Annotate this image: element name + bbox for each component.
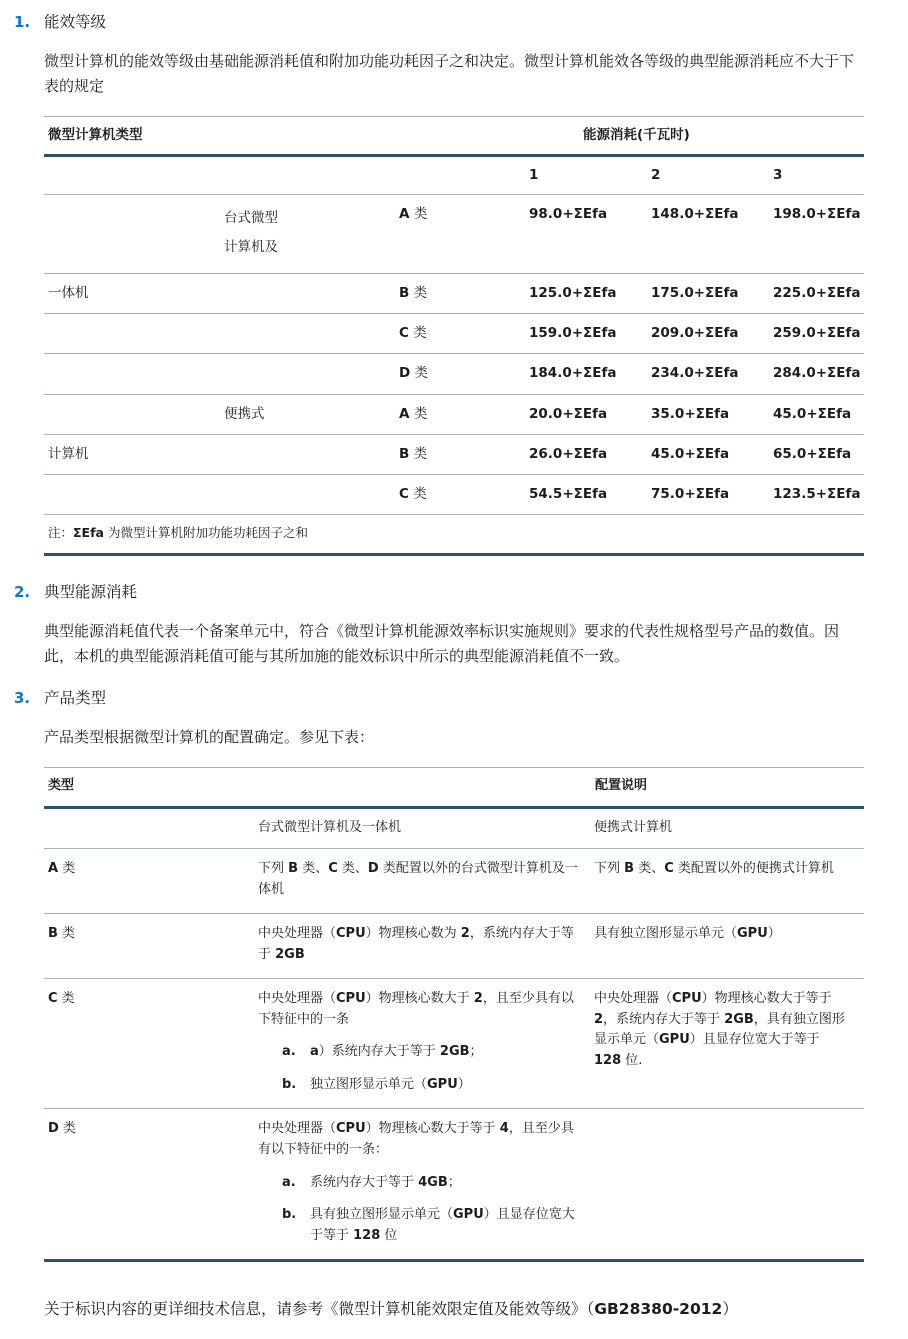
empty-cell	[44, 156, 224, 194]
section-title-product-type: 产品类型	[44, 689, 107, 708]
list-marker: b.	[282, 1207, 297, 1223]
cell-device-group	[44, 475, 224, 515]
cell-grade2-value: 35.0+ΣEfa	[651, 394, 773, 434]
cell-grade1-value: 125.0+ΣEfa	[529, 273, 651, 313]
section-paragraph-energy-grade: 微型计算机的能效等级由基础能源消耗值和附加功能功耗因子之和决定。微型计算机能效各等级的典型能源消耗应不大于下表的规定	[44, 51, 855, 95]
header-type: 类型	[44, 768, 258, 808]
cell-device-group	[44, 354, 224, 394]
section-product-type-body	[44, 688, 864, 1262]
cell-portable-config: 具有独立图形显示单元（GPU）	[594, 914, 864, 979]
cell-type: D 类	[48, 1121, 76, 1137]
cell-device-type: 便携式	[224, 394, 399, 434]
table-row	[44, 314, 864, 354]
product-type-table	[44, 767, 864, 1262]
cell-type: C 类	[44, 979, 258, 1109]
cell-class: C 类	[399, 314, 529, 354]
list-number-2: 2.	[14, 583, 31, 602]
section-paragraph-typical-energy: 典型能源消耗值代表一个备案单元中，符合《微型计算机能源效率标识实施规则》要求的代表性规格型号产品的数值。因此，本机的典型能源消耗值可能与其所加施的能效标识中所示的典型能源消耗值不一致。	[44, 621, 840, 666]
table-header-row	[44, 768, 864, 808]
cell-desktop-config: 中央处理器（CPU）物理核心数为 2，系统内存大于等于 2GB	[258, 914, 594, 979]
table-row	[44, 1109, 864, 1261]
cell-grade2-value: 209.0+ΣEfa	[651, 314, 773, 354]
cell-grade3-value: 198.0+ΣEfa	[773, 194, 864, 273]
empty-cell	[44, 807, 258, 849]
cell-device-type	[224, 314, 399, 354]
cell-class: C 类	[399, 475, 529, 515]
cell-class: A 类	[399, 194, 529, 273]
cell-grade1-value: 20.0+ΣEfa	[529, 394, 651, 434]
section-energy-grade-body	[44, 12, 864, 556]
cell-type: B 类	[44, 914, 258, 979]
table-note-row	[44, 515, 864, 555]
table-row	[44, 354, 864, 394]
cell-portable-config: 中央处理器（CPU）物理核心数大于等于 2，系统内存大于等于 2GB，具有独立图形显示单元（GPU）且显存位宽大于等于 128 位.	[594, 979, 864, 1109]
list-marker: a.	[282, 1174, 296, 1190]
cell-grade3-value: 65.0+ΣEfa	[773, 434, 864, 474]
table-row	[44, 914, 864, 979]
cell-grade1-value: 184.0+ΣEfa	[529, 354, 651, 394]
cell-grade1-value: 159.0+ΣEfa	[529, 314, 651, 354]
cell-type: A 类	[44, 849, 258, 914]
cell-desktop-config	[258, 1109, 594, 1261]
empty-cell	[224, 156, 399, 194]
list-marker: b.	[282, 1076, 297, 1092]
cell-class: B 类	[399, 434, 529, 474]
empty-cell	[399, 156, 529, 194]
cell-portable-config	[594, 1109, 864, 1261]
cell-portable-config: 下列 B 类、C 类配置以外的便携式计算机	[594, 849, 864, 914]
cell-grade2-value: 234.0+ΣEfa	[651, 354, 773, 394]
cell-grade1-value: 54.5+ΣEfa	[529, 475, 651, 515]
grade-col-1: 1	[529, 156, 651, 194]
cell-device-type	[224, 475, 399, 515]
grade-col-2: 2	[651, 156, 773, 194]
list-item	[258, 1205, 580, 1246]
subheader-portable: 便携式计算机	[594, 807, 864, 849]
section-title-energy-grade: 能效等级	[44, 13, 107, 31]
cell-grade3-value: 284.0+ΣEfa	[773, 354, 864, 394]
table-note: 注：ΣEfa 为微型计算机附加功能功耗因子之和	[48, 525, 308, 541]
header-configuration: 配置说明	[258, 768, 864, 808]
cell-class: B 类	[399, 273, 529, 313]
cell-device-group	[44, 194, 224, 273]
energy-consumption-table	[44, 116, 864, 556]
footer-reference-text: 关于标识内容的更详细技术信息，请参考《微型计算机能效限定值及能效等级》（GB28380-2012）	[44, 1300, 738, 1319]
list-item	[258, 1075, 580, 1096]
cell-grade3-value: 123.5+ΣEfa	[773, 475, 864, 515]
cell-device-group	[44, 314, 224, 354]
config-intro: 中央处理器（CPU）物理核心数大于等于 4，且至少具有以下特征中的一条：	[258, 1121, 574, 1157]
table-row	[44, 849, 864, 914]
table-row	[44, 475, 864, 515]
list-text: a）系统内存大于等于 2GB；	[310, 1044, 483, 1060]
list-text: 系统内存大于等于 4GB；	[310, 1174, 461, 1190]
cell-class: A 类	[399, 394, 529, 434]
list-item	[258, 1042, 580, 1063]
cell-class: D 类	[399, 354, 529, 394]
cell-grade2-value: 148.0+ΣEfa	[651, 194, 773, 273]
section-typical-energy	[14, 582, 864, 669]
section-energy-grade	[14, 12, 864, 556]
table-row	[44, 194, 864, 273]
cell-grade3-value: 45.0+ΣEfa	[773, 394, 864, 434]
cell-device-group	[44, 394, 224, 434]
list-number-3: 3.	[14, 689, 31, 708]
list-text: 具有独立图形显示单元（GPU）且显存位宽大于等于 128 位	[310, 1207, 575, 1243]
cell-grade2-value: 175.0+ΣEfa	[651, 273, 773, 313]
cell-device-type	[224, 354, 399, 394]
section-paragraph-product-type: 产品类型根据微型计算机的配置确定。参见下表：	[44, 727, 375, 746]
cell-grade3-value: 259.0+ΣEfa	[773, 314, 864, 354]
cell-grade2-value: 45.0+ΣEfa	[651, 434, 773, 474]
subheader-desktop: 台式微型计算机及一体机	[258, 807, 594, 849]
section-typical-energy-body	[44, 582, 864, 669]
table-row	[44, 394, 864, 434]
cell-grade2-value: 75.0+ΣEfa	[651, 475, 773, 515]
cell-device-group: 计算机	[44, 434, 224, 474]
grade-columns-row	[44, 156, 864, 194]
cell-grade3-value: 225.0+ΣEfa	[773, 273, 864, 313]
list-text: 独立图形显示单元（GPU）	[310, 1076, 471, 1092]
table-row	[44, 979, 864, 1109]
table-row	[44, 273, 864, 313]
list-number-1: 1.	[14, 13, 31, 31]
header-energy-consumption: 能源消耗(千瓦时)	[529, 117, 864, 156]
grade-col-3: 3	[773, 156, 864, 194]
cell-grade1-value: 98.0+ΣEfa	[529, 194, 651, 273]
list-marker: a.	[282, 1044, 296, 1060]
cell-grade1-value: 26.0+ΣEfa	[529, 434, 651, 474]
cell-device-type	[224, 434, 399, 474]
cell-desktop-config	[258, 979, 594, 1109]
config-intro: 中央处理器（CPU）物理核心数大于 2，且至少具有以下特征中的一条	[258, 991, 574, 1027]
table-header-row	[44, 117, 864, 156]
section-product-type	[14, 688, 864, 1262]
section-title-typical-energy: 典型能源消耗	[44, 583, 138, 602]
cell-device-group: 一体机	[44, 273, 224, 313]
cell-device-type: 台式微型 计算机及	[224, 194, 399, 273]
list-item	[258, 1173, 580, 1194]
header-computer-type: 微型计算机类型	[44, 117, 529, 156]
sub-header-row	[44, 807, 864, 849]
table-row	[44, 434, 864, 474]
cell-desktop-config: 下列 B 类、C 类、D 类配置以外的台式微型计算机及一体机	[258, 849, 594, 914]
cell-device-type	[224, 273, 399, 313]
